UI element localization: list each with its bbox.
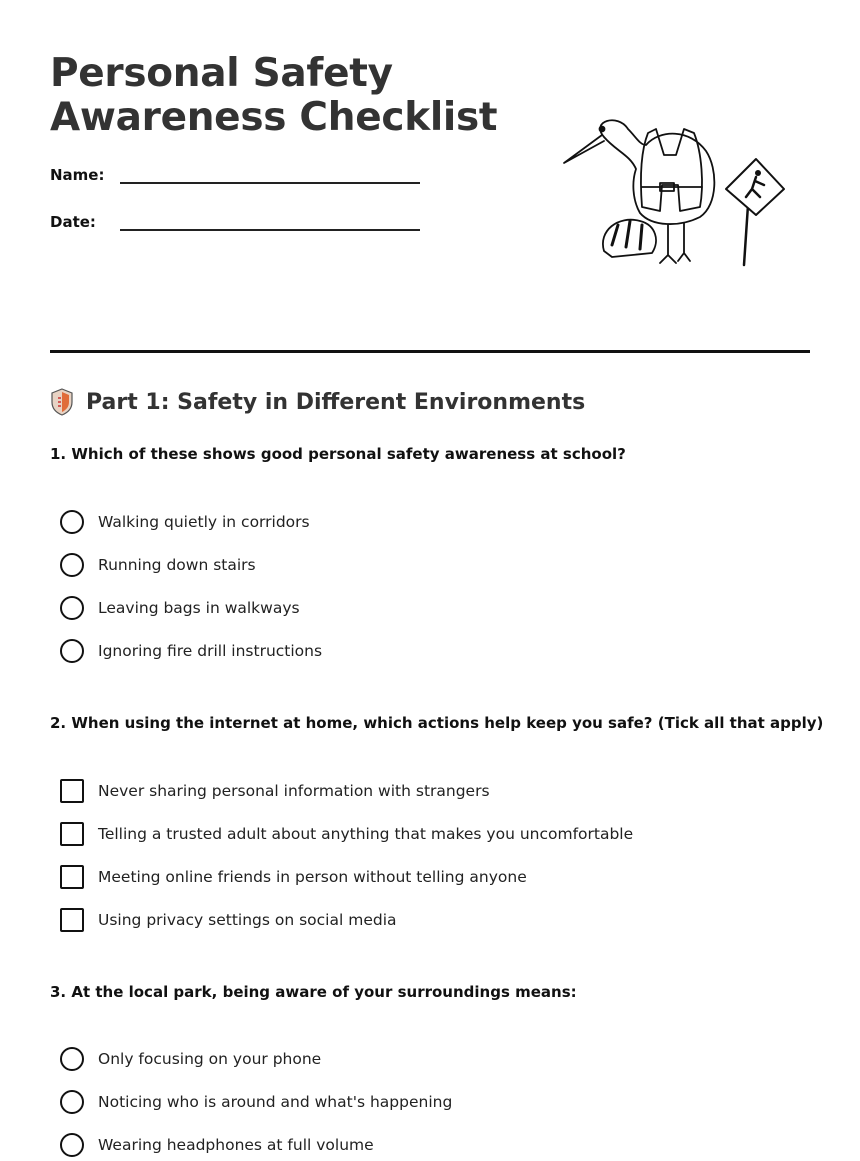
kiwi-eye <box>600 127 605 132</box>
name-label: Name: <box>50 166 105 184</box>
checkbox[interactable] <box>60 865 84 889</box>
option-label: Leaving bags in walkways <box>98 599 300 617</box>
name-field <box>50 166 420 184</box>
date-field <box>50 213 420 231</box>
sign-post <box>744 205 748 265</box>
q2-option[interactable] <box>60 864 527 890</box>
date-input[interactable] <box>120 229 420 231</box>
kiwi-beak <box>564 135 604 163</box>
option-label: Telling a trusted adult about anything that makes you uncomfortable <box>98 825 634 843</box>
shield-icon <box>50 388 74 416</box>
option-label: Never sharing personal information with strangers <box>98 782 490 800</box>
title-line-1: Personal Safety <box>50 51 393 96</box>
kiwi-legs <box>660 223 690 263</box>
option-label: Walking quietly in corridors <box>98 513 310 531</box>
radio-button[interactable] <box>60 510 84 534</box>
q1-option[interactable] <box>60 638 322 664</box>
checkbox[interactable] <box>60 779 84 803</box>
radio-button[interactable] <box>60 553 84 577</box>
name-input[interactable] <box>120 182 420 184</box>
checkbox[interactable] <box>60 822 84 846</box>
header-divider <box>50 350 810 353</box>
option-label: Meeting online friends in person without telling anyone <box>98 868 527 886</box>
radio-button[interactable] <box>60 1090 84 1114</box>
title-line-2: Awareness Checklist <box>50 95 498 140</box>
q2-option[interactable] <box>60 907 397 933</box>
radio-button[interactable] <box>60 596 84 620</box>
page-title <box>50 52 497 140</box>
question-2-text: 2. When using the internet at home, which actions help keep you safe? (Tick all that apply) <box>50 714 824 732</box>
radio-button[interactable] <box>60 639 84 663</box>
q3-option[interactable] <box>60 1089 452 1115</box>
option-label: Ignoring fire drill instructions <box>98 642 323 660</box>
option-label: Noticing who is around and what's happening <box>98 1093 453 1111</box>
q1-option[interactable] <box>60 509 310 535</box>
q2-option[interactable] <box>60 821 633 847</box>
q3-option[interactable] <box>60 1132 374 1158</box>
section-1-header <box>50 388 585 416</box>
option-label: Running down stairs <box>98 556 256 574</box>
crossing-sign <box>726 159 784 215</box>
q1-option[interactable] <box>60 595 300 621</box>
q2-option[interactable] <box>60 778 490 804</box>
radio-button[interactable] <box>60 1047 84 1071</box>
question-3-text: 3. At the local park, being aware of your surroundings means: <box>50 983 577 1001</box>
option-label: Wearing headphones at full volume <box>98 1136 374 1154</box>
question-1-text: 1. Which of these shows good personal safety awareness at school? <box>50 445 626 463</box>
kiwi-safety-illustration <box>560 115 790 270</box>
q3-option[interactable] <box>60 1046 321 1072</box>
option-label: Only focusing on your phone <box>98 1050 322 1068</box>
date-label: Date: <box>50 213 96 231</box>
checkbox[interactable] <box>60 908 84 932</box>
option-label: Using privacy settings on social media <box>98 911 397 929</box>
radio-button[interactable] <box>60 1133 84 1157</box>
section-1-title: Part 1: Safety in Different Environments <box>86 389 586 415</box>
q1-option[interactable] <box>60 552 256 578</box>
